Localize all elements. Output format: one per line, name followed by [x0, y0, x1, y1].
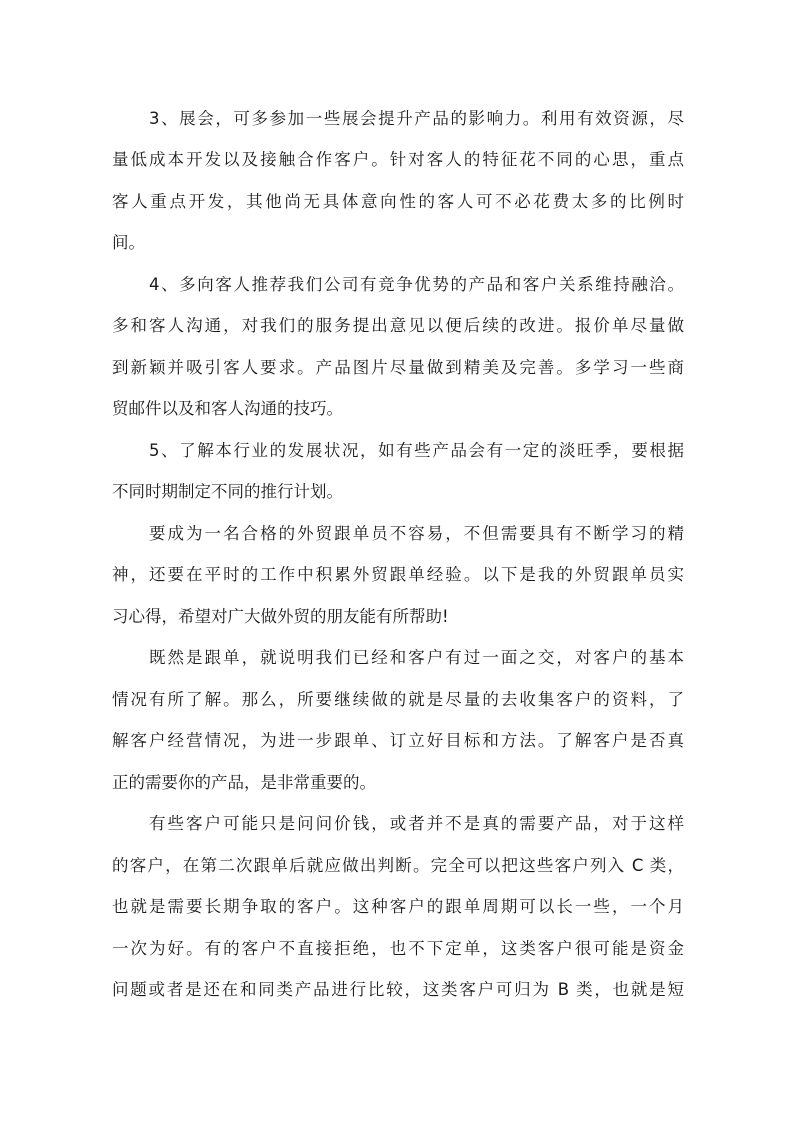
paragraph-line: 客人重点开发，其他尚无具体意向性的客人可不必花费太多的比例时 — [112, 192, 684, 211]
paragraph-line: 5、了解本行业的发展状况，如有些产品会有一定的淡旺季，要根据 — [149, 441, 684, 460]
paragraph-line: 也就是需要长期争取的客户。这种客户的跟单周期可以长一些，一个月 — [112, 897, 684, 916]
paragraph-line: 习心得，希望对广大做外贸的朋友能有所帮助! — [112, 607, 449, 626]
paragraph-line: 问题或者是还在和同类产品进行比较，这类客户可归为 B 类，也就是短 — [112, 980, 684, 999]
paragraph-line: 神，还要在平时的工作中积累外贸跟单经验。以下是我的外贸跟单员实 — [112, 565, 684, 584]
paragraph-line: 贸邮件以及和客人沟通的技巧。 — [112, 399, 343, 418]
paragraph-line: 有些客户可能只是问问价钱，或者并不是真的需要产品，对于这样 — [149, 814, 684, 833]
paragraph-line: 4、多向客人推荐我们公司有竞争优势的产品和客户关系维持融洽。 — [149, 275, 684, 294]
paragraph-line: 3、展会，可多参加一些展会提升产品的影响力。利用有效资源，尽 — [149, 109, 684, 128]
paragraph-line: 正的需要你的产品，是非常重要的。 — [112, 773, 376, 792]
paragraph-line: 到新颖并吸引客人要求。产品图片尽量做到精美及完善。多学习一些商 — [112, 358, 684, 377]
paragraph-line: 一次为好。有的客户不直接拒绝，也不下定单，这类客户很可能是资金 — [112, 939, 684, 958]
paragraph-line: 多和客人沟通，对我们的服务提出意见以便后续的改进。报价单尽量做 — [112, 316, 684, 335]
paragraph-line: 的客户，在第二次跟单后就应做出判断。完全可以把这些客户列入 C 类， — [112, 856, 684, 875]
paragraph-line: 量低成本开发以及接触合作客户。针对客人的特征花不同的心思，重点 — [112, 150, 684, 169]
paragraph-line: 既然是跟单，就说明我们已经和客户有过一面之交，对客户的基本 — [149, 648, 684, 667]
paragraph-line: 情况有所了解。那么，所要继续做的就是尽量的去收集客户的资料，了 — [112, 690, 684, 709]
paragraph-line: 不同时期制定不同的推行计划。 — [112, 482, 343, 501]
paragraph-line: 间。 — [112, 233, 145, 252]
paragraph-line: 要成为一名合格的外贸跟单员不容易，不但需要具有不断学习的精 — [149, 524, 684, 543]
paragraph-line: 解客户经营情况，为进一步跟单、订立好目标和方法。了解客户是否真 — [112, 731, 684, 750]
